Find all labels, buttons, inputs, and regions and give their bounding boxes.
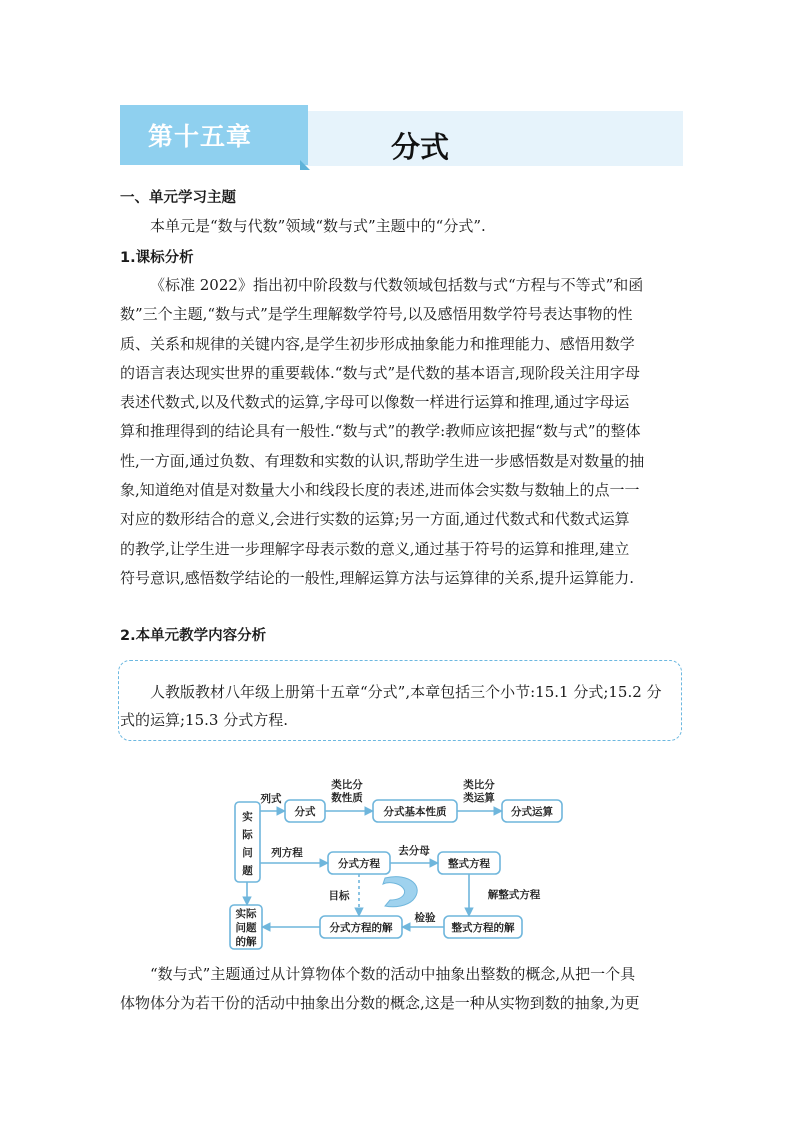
loop-arrow-icon [383, 877, 417, 907]
fenshi-solution-label: 分式方程的解 [329, 922, 393, 934]
real-problem-char: 题 [242, 865, 253, 877]
paragraph-line: 数”三个主题,“数与式”是学生理解数学符号,以及感悟用数学符号表达事物的性 [120, 305, 633, 324]
fenshi-node-label: 分式 [294, 806, 316, 818]
edge-label-goal: 目标 [328, 890, 350, 902]
paragraph-line: 性,一方面,通过负数、有理数和实数的认识,帮助学生进一步感悟数是对数量的抽 [120, 451, 645, 470]
real-problem-char: 实 [242, 811, 253, 823]
closing-paragraph [120, 960, 690, 1019]
integral-equation-label: 整式方程 [448, 858, 490, 870]
paragraph-line: 象,知道绝对值是对数量大小和线段长度的表述,进而体会实数与数轴上的点一一 [120, 481, 640, 500]
paragraph-line: 质、关系和规律的关键内容,是学生初步形成抽象能力和推理能力、感悟用数学 [120, 334, 635, 353]
box-line: 人教版教材八年级上册第十五章“分式”,本章包括三个小节:15.1 分式;15.2 分 [150, 683, 662, 701]
subsection-heading: 1.课标分析 [120, 250, 194, 266]
paragraph-line: 算和推理得到的结论具有一般性.“数与式”的教学:教师应该把握“数与式”的整体 [120, 422, 641, 441]
edge-label-check: 检验 [414, 912, 436, 924]
edge-label-qu-fenmu: 去分母 [398, 845, 430, 857]
chapter-title: 分式 [391, 130, 450, 164]
paragraph-line: 的教学,让学生进一步理解字母表示数的意义,通过基于符号的运算和推理,建立 [120, 539, 630, 558]
paragraph-line: “数与式”主题通过从计算物体个数的活动中抽象出整数的概念,从把一个具 [150, 965, 636, 983]
fenshi-equation-label: 分式方程 [338, 858, 380, 870]
section-heading: 一、单元学习主题 [120, 190, 236, 206]
solution-line: 实际 [235, 908, 257, 920]
edge-label-lie-fangcheng: 列方程 [271, 847, 303, 859]
chapter-structure-diagram [225, 772, 575, 952]
section-intro: 本单元是“数与代数”领域“数与式”主题中的“分式”. [150, 217, 486, 235]
edge-label-solve-integral: 解整式方程 [487, 889, 541, 901]
paragraph-line: 表述代数式,以及代数式的运算,字母可以像数一样进行运算和推理,通过字母运 [120, 393, 630, 412]
edge-label-analogy-operation: 类比分 [463, 779, 495, 791]
edge-label-analogy-operation: 类运算 [463, 792, 495, 804]
subsection-heading: 2.本单元教学内容分析 [120, 628, 267, 644]
paragraph-line: 《标准 2022》指出初中阶段数与代数领域包括数与式“方程与不等式”和函 [150, 276, 644, 294]
basic-property-label: 分式基本性质 [383, 806, 447, 818]
chapter-banner-background [300, 111, 683, 166]
real-problem-char: 问 [242, 847, 253, 859]
integral-solution-label: 整式方程的解 [451, 922, 515, 934]
curriculum-analysis-paragraph [120, 271, 690, 593]
paragraph-line: 对应的数形结合的意义,会进行实数的运算;另一方面,通过代数式和代数式运算 [120, 510, 630, 529]
edge-label-analogy-property: 类比分 [331, 779, 363, 791]
box-line: 式的运算;15.3 分式方程. [120, 711, 288, 729]
edge-label-lieshi: 列式 [260, 793, 282, 805]
solution-line: 问题 [235, 922, 257, 934]
content-analysis-text [120, 678, 680, 734]
fenshi-operation-label: 分式运算 [511, 806, 553, 818]
edge-label-analogy-property: 数性质 [331, 792, 363, 804]
paragraph-line: 体物体分为若干份的活动中抽象出分数的概念,这是一种从实物到数的抽象,为更 [120, 994, 640, 1013]
solution-line: 的解 [235, 936, 257, 948]
real-problem-char: 际 [242, 829, 253, 841]
paragraph-line: 的语言表达现实世界的重要载体.“数与式”是代数的基本语言,现阶段关注用字母 [120, 363, 640, 382]
chapter-label: 第十五章 [148, 122, 253, 151]
paragraph-line: 符号意识,感悟数学结论的一般性,理解运算方法与运算律的关系,提升运算能力. [120, 568, 635, 587]
